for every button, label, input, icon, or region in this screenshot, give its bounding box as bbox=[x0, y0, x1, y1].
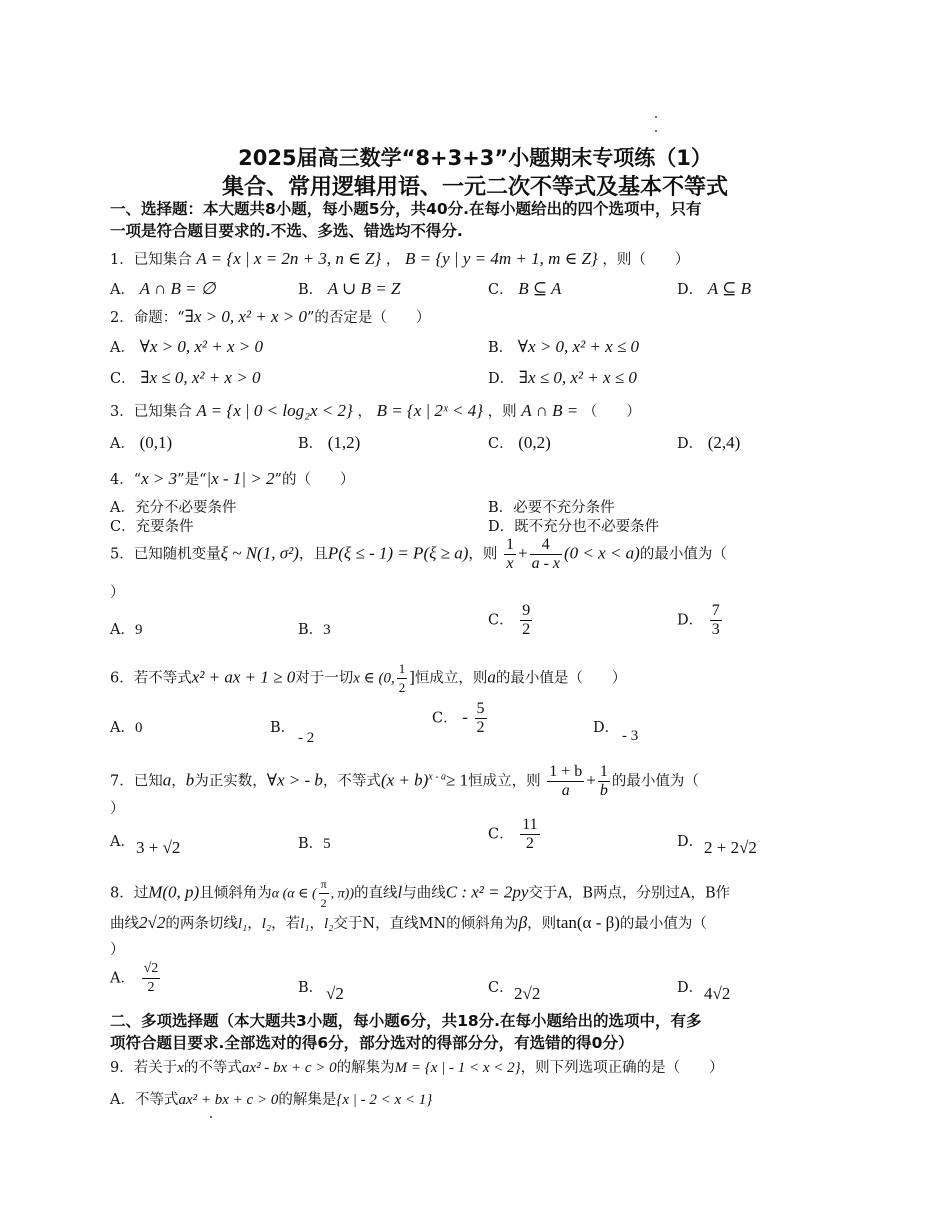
q6-option-c bbox=[432, 700, 489, 737]
q1-option-d bbox=[677, 278, 751, 299]
option-value: A ⊆ B bbox=[707, 279, 751, 298]
q8-text-e: 交于A，B两点，分别过A，B作 bbox=[528, 885, 731, 902]
denominator: a - x bbox=[531, 555, 561, 572]
q3-text-end: （ ） bbox=[582, 404, 641, 420]
title-line-1: 2025届高三数学“8+3+3”小题期末专项练（1） bbox=[238, 146, 712, 170]
option-label: C． bbox=[488, 282, 514, 298]
denominator: 2 bbox=[525, 835, 534, 852]
minus-sign: - bbox=[462, 707, 468, 727]
option-label: A． bbox=[110, 500, 135, 516]
q8-option-a bbox=[110, 960, 162, 997]
q4-option-d bbox=[488, 515, 659, 536]
option-value: 5 bbox=[323, 836, 331, 852]
option-label: D． bbox=[677, 436, 704, 452]
section-2-line-a: 二、多项选择题（本大题共3小题，每小题6分，共18分.在每小题给出的选项中，有多 bbox=[110, 1012, 702, 1030]
option-fraction bbox=[520, 602, 532, 639]
comma: ， bbox=[309, 916, 325, 932]
q4-text: 4．“ bbox=[110, 472, 142, 488]
q8-curve-name: 2√2 bbox=[139, 913, 166, 932]
q1-sep: ， bbox=[385, 252, 401, 268]
q7-var-b: b bbox=[185, 770, 195, 790]
option-text-b: 的解集是 bbox=[278, 1092, 337, 1108]
option-label: D． bbox=[677, 282, 704, 298]
q2-text: 2．命题：“ bbox=[110, 310, 185, 326]
option-value: 3 + √2 bbox=[136, 838, 181, 857]
option-value: ∃x ≤ 0, x² + x > 0 bbox=[140, 368, 261, 387]
q4-text-end: ”的（ ） bbox=[274, 472, 355, 488]
q9-option-a bbox=[110, 1088, 432, 1109]
q8-tangent-2: l₂ bbox=[324, 916, 334, 932]
q8-tangent-2: l₂ bbox=[261, 916, 272, 932]
q8-text-b: 的两条切线 bbox=[165, 916, 238, 932]
option-label: B． bbox=[298, 836, 324, 852]
q8-point: M(0, p) bbox=[148, 882, 200, 902]
numerator: 11 bbox=[522, 816, 538, 833]
plus-sign: + bbox=[517, 543, 528, 563]
section-1-line-b: 一项是符合题目要求的.不选、多选、错选均不得分. bbox=[110, 222, 463, 240]
option-value: - 3 bbox=[622, 728, 639, 744]
option-value: 充分不必要条件 bbox=[134, 500, 237, 516]
q1-text-end: ，则（ ） bbox=[602, 252, 690, 268]
q9-text-c: 的解集为 bbox=[336, 1060, 395, 1076]
option-label: D． bbox=[677, 612, 704, 629]
scan-dot bbox=[655, 130, 657, 132]
q7-inequality-exponent: x - a bbox=[428, 771, 447, 783]
q8-option-b bbox=[298, 976, 323, 997]
option-value: 必要不充分条件 bbox=[513, 500, 615, 516]
option-label: B． bbox=[488, 500, 514, 516]
q7-inequality-rest: ≥ 1 bbox=[446, 770, 469, 790]
q2-option-d bbox=[488, 367, 637, 388]
q7-option-d bbox=[677, 830, 703, 851]
option-value: 2 + 2√2 bbox=[704, 838, 757, 857]
option-label: A． bbox=[110, 282, 135, 298]
q4-text-b: ”是“ bbox=[177, 472, 207, 488]
option-label: B． bbox=[298, 282, 324, 298]
q6-inequality: x² + ax + 1 ≥ 0 bbox=[191, 667, 296, 687]
q6-range-end: ] bbox=[409, 667, 415, 687]
q1-set-b: B = {y | y = 4m + 1, m ∈ Z} bbox=[404, 249, 598, 268]
q7-fraction-1 bbox=[547, 763, 584, 800]
q2-option-b bbox=[488, 336, 639, 357]
q4-option-b bbox=[488, 496, 615, 517]
q8-curve: C : x² = 2py bbox=[445, 882, 529, 902]
q4-stem bbox=[110, 468, 354, 489]
option-value: 充要条件 bbox=[135, 519, 194, 535]
option-label: A． bbox=[110, 436, 135, 452]
option-fraction bbox=[520, 816, 539, 853]
q3-option-c bbox=[488, 432, 551, 453]
option-value: 9 bbox=[134, 622, 143, 638]
option-value: 4√2 bbox=[704, 984, 731, 1003]
option-fraction bbox=[475, 700, 487, 737]
option-value: 2√2 bbox=[514, 984, 541, 1003]
q2-proposition: ∃x > 0, x² + x > 0 bbox=[184, 307, 308, 326]
q4-option-c bbox=[110, 515, 194, 536]
option-value: √2 bbox=[326, 984, 344, 1003]
option-label: A． bbox=[110, 622, 135, 638]
q3-expression: A ∩ B = bbox=[521, 401, 579, 420]
q8-stem bbox=[110, 875, 730, 912]
numerator: 4 bbox=[530, 536, 562, 555]
q6-option-a bbox=[110, 716, 142, 737]
q1-text: 1．已知集合 bbox=[110, 252, 192, 268]
option-value: (1,2) bbox=[327, 433, 361, 452]
q6-text: 6．若不等式 bbox=[110, 670, 192, 687]
option-label: A． bbox=[110, 720, 135, 736]
q5-text-c: ，则 bbox=[468, 546, 498, 563]
q6-text-end: 的最小值是（ ） bbox=[495, 670, 627, 687]
q6-range-start: x ∈ (0, bbox=[353, 670, 395, 687]
q8-option-d-value bbox=[704, 984, 730, 1004]
numerator: 9 bbox=[522, 602, 531, 619]
option-value: ∀x > 0, x² + x > 0 bbox=[139, 337, 264, 356]
q8-angle-end: , π)) bbox=[330, 886, 355, 902]
denominator: 3 bbox=[711, 621, 720, 638]
option-label: C． bbox=[110, 519, 136, 535]
q7-stem bbox=[110, 763, 699, 800]
q6-option-b bbox=[270, 716, 295, 737]
q6-stem bbox=[110, 660, 626, 697]
q9-text-end: ，则下列选项正确的是（ ） bbox=[520, 1060, 724, 1076]
section-2-heading bbox=[110, 1010, 850, 1054]
option-label: B． bbox=[488, 340, 514, 356]
section-1-line-a: 一、选择题：本大题共8小题，每小题5分，共40分.在每小题给出的四个选项中，只有 bbox=[110, 200, 702, 218]
option-value: 3 bbox=[323, 622, 331, 638]
q7-text-d: 恒成立，则 bbox=[468, 773, 541, 790]
denominator: b bbox=[599, 782, 608, 799]
q5-fraction-1 bbox=[504, 536, 516, 573]
q5-option-c bbox=[488, 602, 534, 639]
q8-text-end: ） bbox=[110, 942, 125, 958]
numerator: 1 bbox=[599, 763, 608, 780]
q4-option-a bbox=[110, 496, 236, 517]
q5-option-d bbox=[677, 602, 724, 639]
q9-inequality: ax² - bx + c > 0 bbox=[241, 1060, 337, 1076]
option-value: A ∩ B = ∅ bbox=[139, 279, 216, 298]
q7-var-a: a bbox=[162, 770, 172, 790]
denominator: 2 bbox=[147, 980, 155, 995]
q7-text-c: ，不等式 bbox=[322, 773, 381, 790]
option-label: C． bbox=[488, 436, 514, 452]
q7-inequality-base: (x + b) bbox=[380, 770, 429, 790]
q5-text-d: 的最小值为（ bbox=[639, 546, 727, 563]
q6-option-d bbox=[593, 716, 619, 737]
numerator: 1 bbox=[397, 660, 408, 679]
q7-text-b: 为正实数， bbox=[194, 773, 267, 790]
q6-text-b: 对于一切 bbox=[295, 670, 354, 687]
numerator: 5 bbox=[476, 700, 485, 717]
option-value: ∀x > 0, x² + x ≤ 0 bbox=[517, 337, 640, 356]
q6-text-c: 恒成立，则 bbox=[414, 670, 488, 687]
option-label: A． bbox=[110, 834, 135, 850]
q8-tangent-1: l₁ bbox=[237, 916, 248, 932]
q7-condition: ∀x > - b bbox=[266, 770, 323, 790]
option-label: D． bbox=[677, 834, 704, 850]
q8-text: 8．过 bbox=[110, 885, 149, 902]
q1-set-a: A = {x | x = 2n + 3, n ∈ Z} bbox=[196, 249, 382, 268]
q8-expression: tan(α - β) bbox=[556, 913, 620, 932]
option-label: B． bbox=[270, 720, 296, 736]
option-text: 不等式 bbox=[134, 1092, 179, 1108]
q5-option-b bbox=[298, 618, 331, 639]
q7-option-a bbox=[110, 830, 135, 851]
q5-text-end: ） bbox=[110, 585, 125, 601]
q9-stem bbox=[110, 1056, 724, 1077]
q9-text-b: 的不等式 bbox=[183, 1060, 242, 1076]
denominator: 2 bbox=[522, 621, 531, 638]
option-label: D． bbox=[593, 720, 620, 736]
denominator: 2 bbox=[476, 719, 485, 736]
q8-option-c-value bbox=[514, 984, 540, 1004]
option-label: A． bbox=[110, 340, 135, 356]
q6-variable: a bbox=[487, 667, 496, 687]
q4-condition-p: x > 3 bbox=[141, 469, 178, 488]
option-label: C． bbox=[488, 612, 514, 629]
q7-text-e: 的最小值为（ bbox=[611, 773, 699, 790]
q8-text-c: 的直线 bbox=[354, 885, 398, 902]
q3-stem bbox=[110, 400, 641, 421]
denominator: 2 bbox=[398, 680, 406, 695]
scan-dot bbox=[210, 1116, 212, 1118]
option-value: A ∪ B = Z bbox=[327, 279, 401, 298]
q1-option-c bbox=[488, 278, 561, 299]
q8-text-d: 与曲线 bbox=[402, 885, 446, 902]
q6-range-fraction bbox=[397, 660, 408, 697]
q1-option-b bbox=[298, 278, 400, 299]
q7-option-d-value bbox=[704, 838, 757, 858]
option-label: D． bbox=[488, 519, 515, 535]
q8-line: l bbox=[397, 882, 403, 902]
option-label: D． bbox=[488, 371, 515, 387]
q8-text-c: ，若 bbox=[271, 916, 301, 932]
q2-text-end: ”的否定是（ ） bbox=[307, 310, 431, 326]
comma: ， bbox=[247, 916, 262, 932]
numerator: 1 bbox=[505, 536, 514, 553]
q5-stem bbox=[110, 536, 727, 573]
scan-dot bbox=[655, 116, 657, 118]
q8-tangent-1: l₁ bbox=[300, 916, 310, 932]
q9-text: 9．若关于 bbox=[110, 1060, 178, 1076]
option-label: A． bbox=[110, 1092, 135, 1108]
option-value: 既不充分也不必要条件 bbox=[514, 519, 660, 535]
denominator: 2 bbox=[320, 896, 327, 910]
q9-solution-set: M = {x | - 1 < x < 2} bbox=[394, 1060, 521, 1076]
q2-option-c bbox=[110, 367, 260, 388]
option-inequality: ax² + bx + c > 0 bbox=[178, 1092, 279, 1108]
q5-distribution: ξ ~ N(1, σ²) bbox=[220, 543, 299, 563]
option-label: C． bbox=[432, 710, 458, 727]
q3-text: 3．已知集合 bbox=[110, 404, 192, 420]
q3-option-d bbox=[677, 432, 740, 453]
q7-text: 7．已知 bbox=[110, 773, 163, 790]
option-label: C． bbox=[488, 980, 514, 996]
q7-text-end: ） bbox=[110, 801, 125, 817]
q8-option-d bbox=[677, 976, 703, 997]
comma: ， bbox=[171, 773, 186, 790]
option-label: D． bbox=[677, 980, 704, 996]
q8-text: 曲线 bbox=[110, 916, 139, 932]
q8-option-b-value bbox=[326, 984, 344, 1004]
q8-beta: β bbox=[518, 913, 528, 932]
option-label: B． bbox=[298, 980, 324, 996]
q7-option-c bbox=[488, 816, 542, 853]
q5-text: 5．已知随机变量 bbox=[110, 546, 221, 563]
title-line-2: 集合、常用逻辑用语、一元二次不等式及基本不等式 bbox=[221, 175, 728, 200]
q8-text-e: ，则 bbox=[527, 916, 557, 932]
section-1-heading bbox=[110, 198, 850, 242]
q8-option-c bbox=[488, 976, 514, 997]
option-value: ∃x ≤ 0, x² + x ≤ 0 bbox=[518, 368, 637, 387]
q6-option-d-value bbox=[622, 728, 638, 745]
q8-stem-2 bbox=[110, 912, 707, 933]
q1-option-a bbox=[110, 278, 216, 299]
q8-angle-fraction bbox=[319, 875, 329, 912]
option-label: C． bbox=[110, 371, 136, 387]
q1-stem bbox=[110, 248, 689, 269]
q8-text-b: 且倾斜角为 bbox=[199, 885, 272, 902]
q5-text-b: ，且 bbox=[298, 546, 328, 563]
option-fraction bbox=[142, 960, 161, 997]
section-2-line-b: 项符合题目要求.全部选对的得6分，部分选对的得部分分，有选错的得0分） bbox=[110, 1034, 634, 1052]
numerator: 1 + b bbox=[549, 763, 583, 780]
option-value: - 2 bbox=[298, 730, 315, 746]
option-value: (0,2) bbox=[518, 433, 551, 452]
q5-probability: P(ξ ≤ - 1) = P(ξ ≥ a) bbox=[327, 543, 469, 563]
q8-angle-start: α (α ∈ ( bbox=[271, 886, 317, 902]
q5-fraction-2 bbox=[530, 536, 562, 573]
option-value: 0 bbox=[134, 720, 143, 736]
q3-set-a: A = {x | 0 < log₂x < 2} bbox=[196, 401, 353, 420]
q5-option-a bbox=[110, 618, 142, 639]
option-label: C． bbox=[488, 826, 514, 843]
option-value: B ⊆ A bbox=[518, 279, 562, 298]
q2-option-a bbox=[110, 336, 263, 357]
numerator: π bbox=[319, 875, 329, 894]
q3-sep: ， bbox=[357, 404, 372, 420]
q3-set-b: B = {x | 2ˣ < 4} bbox=[376, 401, 484, 420]
plus-sign: + bbox=[586, 770, 596, 790]
option-fraction bbox=[710, 602, 722, 639]
q4-condition-q: |x - 1| > 2 bbox=[206, 469, 275, 488]
option-value: (2,4) bbox=[707, 433, 741, 452]
option-label: B． bbox=[298, 436, 324, 452]
q7-option-b bbox=[298, 832, 331, 853]
q3-option-a bbox=[110, 432, 172, 453]
q8-text-f: 的最小值为（ bbox=[619, 916, 707, 932]
option-label: B． bbox=[298, 622, 324, 638]
denominator: x bbox=[506, 555, 514, 572]
q7-option-a-value bbox=[136, 838, 180, 858]
option-value: (0,1) bbox=[139, 433, 173, 452]
q9-variable: x bbox=[177, 1060, 184, 1076]
q8-text-d: 交于N，直线MN的倾斜角为 bbox=[333, 916, 519, 932]
q6-option-b-value bbox=[298, 730, 314, 747]
q7-fraction-2 bbox=[598, 763, 610, 800]
numerator: √2 bbox=[142, 960, 161, 979]
q3-option-b bbox=[298, 432, 360, 453]
q2-stem bbox=[110, 306, 430, 327]
q5-condition: (0 < x < a) bbox=[564, 543, 640, 563]
option-label: A． bbox=[110, 970, 135, 987]
denominator: a bbox=[561, 782, 570, 799]
numerator: 7 bbox=[711, 602, 720, 619]
q3-text-b: ，则 bbox=[487, 404, 517, 420]
option-set: {x | - 2 < x < 1} bbox=[336, 1092, 433, 1108]
